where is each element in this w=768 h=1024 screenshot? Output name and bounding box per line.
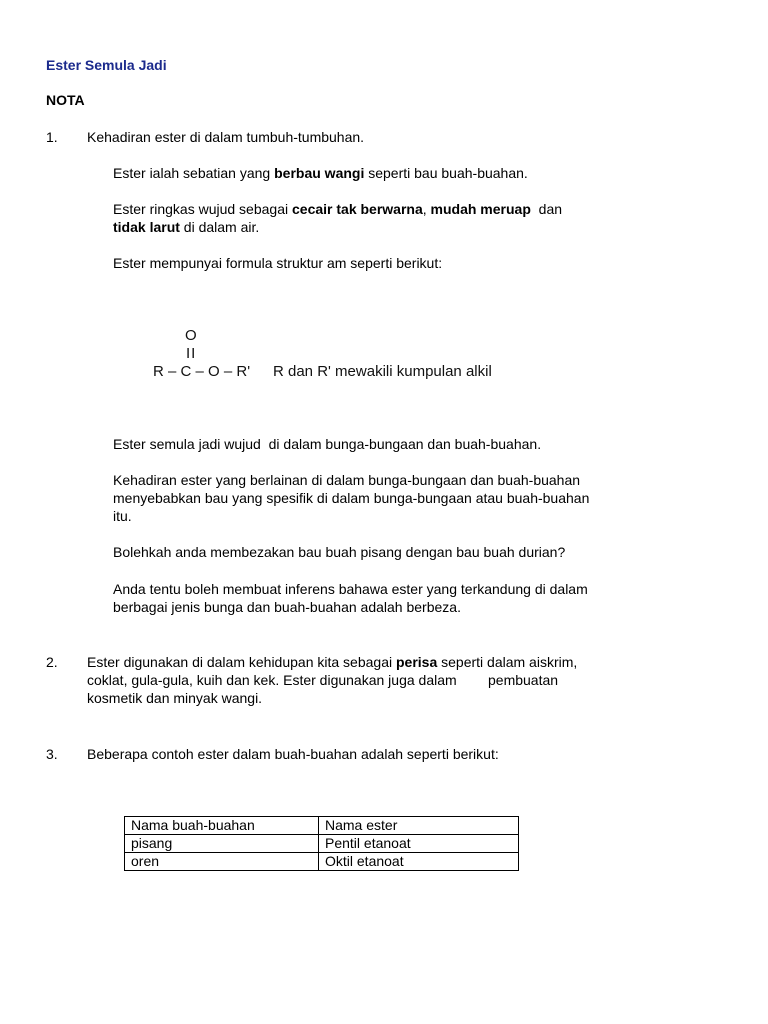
paragraph-ester-semula-jadi: Ester semula jadi wujud di dalam bunga-bungaan dan buah-buahan. bbox=[113, 436, 542, 452]
table-cell: Oktil etanoat bbox=[319, 853, 519, 871]
item-2-line-1 bbox=[87, 653, 577, 671]
item-heading-1: Kehadiran ester di dalam tumbuh-tumbuhan. bbox=[87, 129, 365, 145]
table-cell: oren bbox=[125, 853, 319, 871]
paragraph-line: Kehadiran ester yang berlainan di dalam bunga-bungaan dan buah-buahan bbox=[113, 472, 581, 488]
paragraph-question: Bolehkah anda membezakan bau buah pisang dengan bau buah durian? bbox=[113, 544, 566, 560]
text-segment: dan bbox=[530, 201, 563, 217]
paragraph-line: Anda tentu boleh membuat inferens bahawa ester yang terkandung di dalam bbox=[113, 581, 588, 597]
table-cell: pisang bbox=[125, 835, 319, 853]
text-segment: , bbox=[422, 201, 431, 217]
paragraph-line: menyebabkan bau yang spesifik di dalam bunga-bungaan atau buah-buahan bbox=[113, 490, 590, 506]
text-segment: Ester ialah sebatian yang bbox=[113, 165, 275, 181]
table-header-cell: Nama buah-buahan bbox=[125, 817, 319, 835]
table-row bbox=[125, 835, 519, 853]
text-segment: di dalam air. bbox=[179, 219, 260, 235]
item-number-2: 2. bbox=[46, 654, 58, 670]
formula-legend: R dan R' mewakili kumpulan alkil bbox=[273, 363, 492, 380]
bold-term: cecair tak berwarna bbox=[292, 201, 423, 217]
item-2-line-2: coklat, gula-gula, kuih dan kek. Ester digunakan juga dalam bbox=[87, 672, 457, 688]
paragraph-berbau-wangi bbox=[113, 164, 528, 182]
bold-term: mudah meruap bbox=[430, 201, 531, 217]
text-segment: seperti dalam aiskrim, bbox=[437, 654, 578, 670]
page-title: Ester Semula Jadi bbox=[46, 57, 167, 73]
paragraph-formula-intro: Ester mempunyai formula struktur am seperti berikut: bbox=[113, 255, 443, 271]
table-header-row bbox=[125, 817, 519, 835]
bold-term: berbau wangi bbox=[274, 165, 365, 181]
paragraph-line: berbagai jenis bunga dan buah-buahan adalah berbeza. bbox=[113, 599, 461, 615]
table-cell: Pentil etanoat bbox=[319, 835, 519, 853]
formula-double-bond: II bbox=[186, 345, 197, 362]
formula-oxygen: O bbox=[185, 327, 197, 344]
paragraph-cecair-line2 bbox=[113, 218, 259, 236]
bold-term: perisa bbox=[395, 654, 438, 670]
text-segment: Ester digunakan di dalam kehidupan kita sebagai bbox=[87, 654, 396, 670]
text-segment: Ester ringkas wujud sebagai bbox=[113, 201, 292, 217]
section-subtitle: NOTA bbox=[46, 92, 85, 108]
table-header-cell: Nama ester bbox=[319, 817, 519, 835]
item-number-3: 3. bbox=[46, 746, 58, 762]
item-heading-3: Beberapa contoh ester dalam buah-buahan adalah seperti berikut: bbox=[87, 746, 499, 762]
bold-term: tidak larut bbox=[113, 219, 180, 235]
text-segment: seperti bau buah-buahan. bbox=[364, 165, 528, 181]
item-2-line-2-tail: pembuatan bbox=[488, 672, 559, 688]
item-number-1: 1. bbox=[46, 129, 58, 145]
paragraph-line: itu. bbox=[113, 508, 132, 524]
ester-table bbox=[124, 816, 519, 871]
paragraph-cecair-line1 bbox=[113, 200, 562, 218]
item-2-line-3: kosmetik dan minyak wangi. bbox=[87, 690, 263, 706]
formula-chain: R – C – O – R' bbox=[153, 363, 251, 380]
table-row bbox=[125, 853, 519, 871]
